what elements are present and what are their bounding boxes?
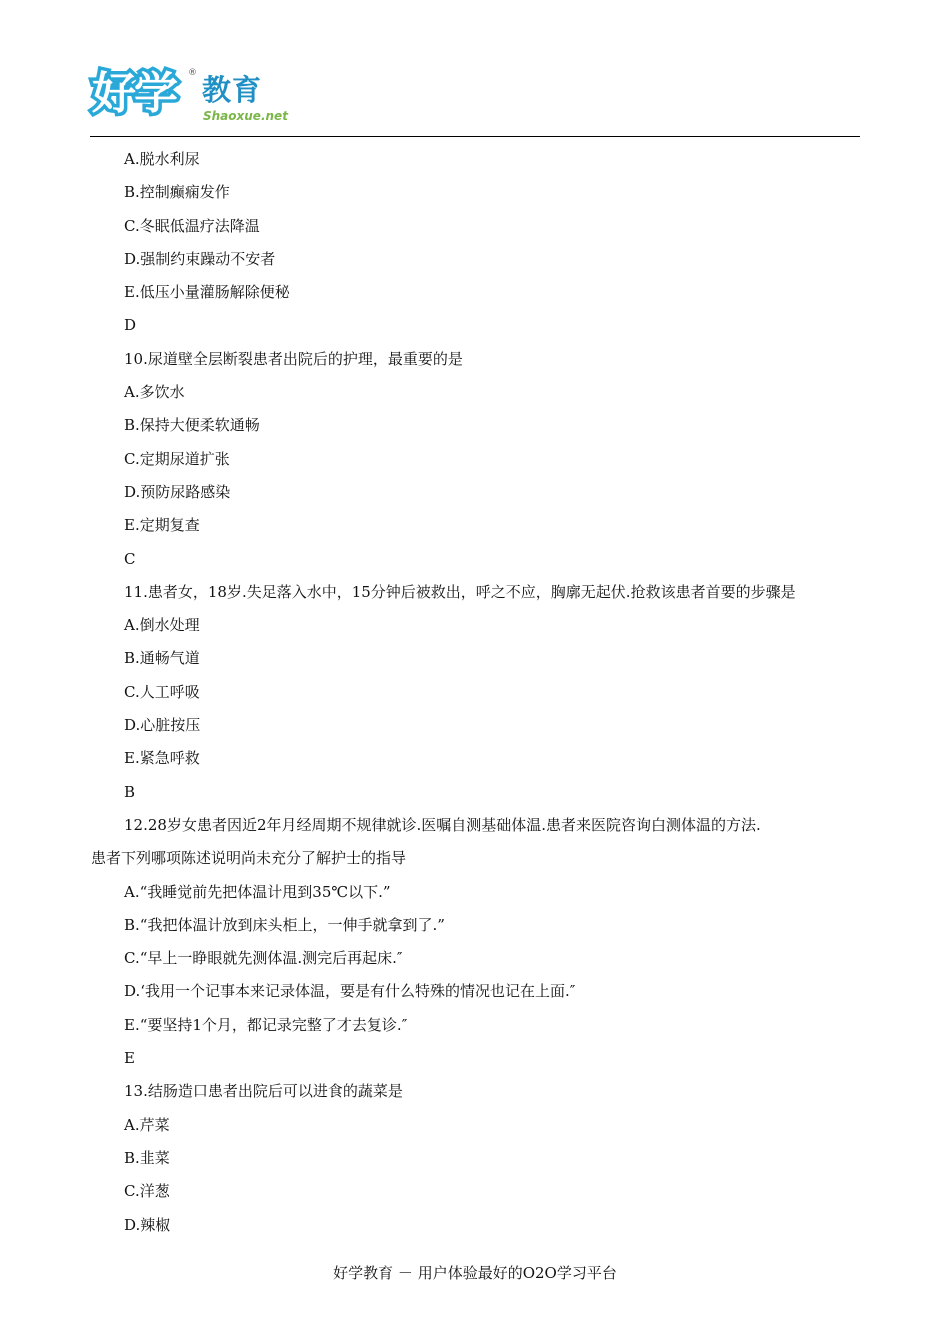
answer-line: E xyxy=(124,1049,135,1068)
option-line: D.强制约束躁动不安者 xyxy=(124,249,276,268)
option-line: A.芹菜 xyxy=(124,1115,170,1134)
option-line: C.人工呼吸 xyxy=(124,682,200,701)
page-footer: 好学教育 － 用户体验最好的O2O学习平台 xyxy=(333,1264,617,1282)
option-line: E.紧急呼救 xyxy=(124,749,200,768)
option-line: B.控制癫痫发作 xyxy=(124,183,230,202)
option-line: A.倒水处理 xyxy=(124,616,200,635)
option-line: B.韭菜 xyxy=(124,1148,170,1167)
header-rule xyxy=(90,136,860,137)
option-line: B.保持大便柔软通畅 xyxy=(124,416,260,435)
option-line: C.冬眠低温疗法降温 xyxy=(124,216,260,235)
option-line: A.脱水利尿 xyxy=(124,150,200,168)
option-line: B.通畅气道 xyxy=(124,649,200,668)
question-line: 11.患者女，18岁.失足落入水中，15分钟后被救出，呼之不应，胸廓无起伏.抢救该患者首要的步骤是 xyxy=(124,582,796,601)
option-line: B.“我把体温计放到床头柜上，一伸手就拿到了.” xyxy=(124,915,445,934)
answer-line: C xyxy=(124,549,136,568)
page-header xyxy=(90,62,860,138)
question-line: 10.尿道壁全层断裂患者出院后的护理，最重要的是 xyxy=(124,349,463,368)
question-line-continued: 患者下列哪项陈述说明尚未充分了解护士的指导 xyxy=(91,849,407,868)
answer-line: B xyxy=(124,782,136,801)
option-line: E.定期复查 xyxy=(124,516,200,535)
option-line: A.“我睡觉前先把体温计甩到35℃以下.” xyxy=(124,882,391,901)
option-line: D.辣椒 xyxy=(124,1215,171,1234)
logo-side-text: 教育 xyxy=(202,73,263,107)
document-body xyxy=(91,143,866,1242)
logo xyxy=(90,62,350,134)
option-line: E.低压小量灌肠解除便秘 xyxy=(124,283,290,302)
option-line: D.心脏按压 xyxy=(124,716,201,735)
option-line: D.预防尿路感染 xyxy=(124,482,231,501)
option-line: C.定期尿道扩张 xyxy=(124,449,230,468)
logo-url: Shaoxue.net xyxy=(203,109,288,123)
option-line: D.‘我用一个记事本来记录体温，要是有什么特殊的情况也记在上面.″ xyxy=(124,982,576,1001)
option-line: C.洋葱 xyxy=(124,1182,170,1201)
registered-mark: ® xyxy=(188,68,197,78)
question-line: 13.结肠造口患者出院后可以进食的蔬菜是 xyxy=(124,1082,403,1101)
question-line: 12.28岁女患者因近2年月经周期不规律就诊.医嘱自测基础体温.患者来医院咨询白测体温的方法. xyxy=(124,815,761,834)
option-line: A.多饮水 xyxy=(124,383,185,402)
option-line: C.“早上一睁眼就先测体温.测完后再起床.″ xyxy=(124,949,403,968)
option-line: E.“要坚持1个月，都记录完整了才去复诊.″ xyxy=(124,1015,408,1034)
answer-line: D xyxy=(124,316,137,335)
logo-main-text: 好学 xyxy=(92,68,176,119)
